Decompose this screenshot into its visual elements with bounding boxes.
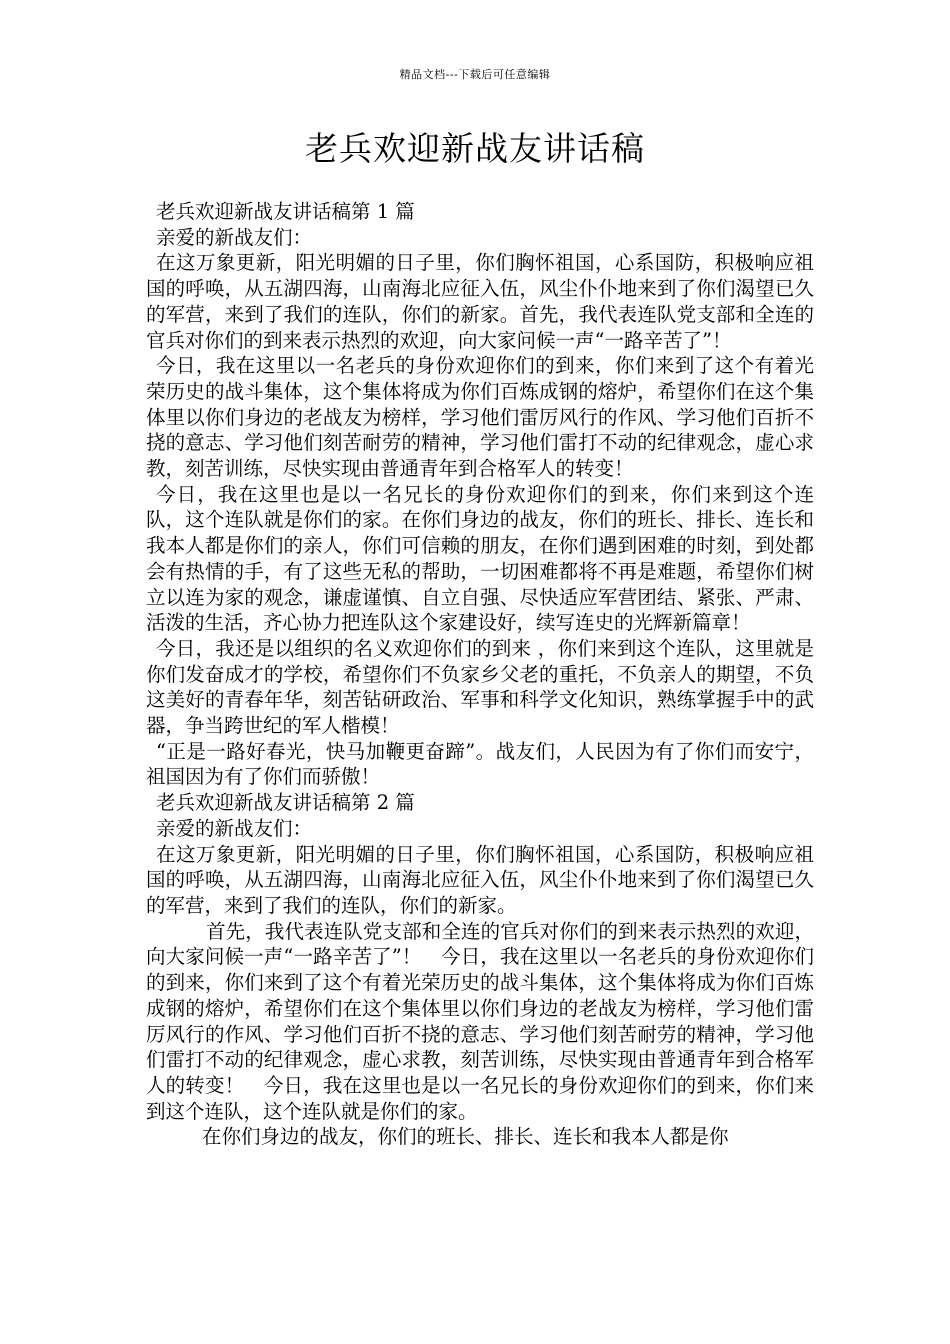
- header-note: 精品文档---下载后可任意编辑: [399, 68, 551, 81]
- paragraph: 在这万象更新，阳光明媚的日子里，你们胸怀祖国，心系国防，积极响应祖国的呼唤，从五湖四海，山南海北应征入伍，风尘仆仆地来到了你们渴望已久的军营，来到了我们的连队，你们的新家。: [146, 842, 814, 917]
- salutation-1: 亲爱的新战友们：: [156, 225, 313, 249]
- paragraph: “正是一路好春光，快马加鞭更奋蹄”。战友们，人民因为有了你们而安宁，祖国因为有了你们而骄傲！: [146, 739, 814, 789]
- paragraph: 今日，我还是以组织的名义欢迎你们的到来 ，你们来到这个连队，这里就是你们发奋成才的学校，希望你们不负家乡父老的重托，不负亲人的期望，不负这美好的青春年华，刻苦钻研政治、军事和科学文化知识，熟练掌握手中的武器，争当跨世纪的军人楷模！: [146, 636, 814, 738]
- paragraph: 在你们身边的战友，你们的班长、排长、连长和我本人都是你: [202, 1125, 729, 1149]
- section-heading-1: 老兵欢迎新战友讲话稿第 1 篇: [156, 200, 415, 223]
- document-body: [146, 199, 814, 1150]
- paragraph: 在这万象更新，阳光明媚的日子里，你们胸怀祖国，心系国防，积极响应祖国的呼唤，从五湖四海，山南海北应征入伍，风尘仆仆地来到了你们渴望已久的军营，来到了我们的连队，你们的新家。首先，我代表连队党支部和全连的官兵对你们的到来表示热烈的欢迎，向大家问候一声“一路辛苦了”！: [146, 251, 814, 352]
- section-heading-2: 老兵欢迎新战友讲话稿第 2 篇: [156, 791, 415, 815]
- document-title: 老兵欢迎新战友讲话稿: [305, 129, 645, 168]
- paragraph: 今日，我在这里也是以一名兄长的身份欢迎你们的到来，你们来到这个连队，这个连队就是你们的家。在你们身边的战友，你们的班长、排长、连长和我本人都是你们的亲人，你们可信赖的朋友，在你们遇到困难的时刻，到处都会有热情的手，有了这些无私的帮助，一切困难都将不再是难题，希望你们树立以连为家的观念，谦虚谨慎、自立自强、尽快适应军营团结、紧张、严肃、活泼的生活，齐心协力把连队这个家建设好，续写连史的光辉新篇章！: [146, 482, 814, 635]
- paragraph: 首先，我代表连队党支部和全连的官兵对你们的到来表示热烈的欢迎，向大家问候一声“一路辛苦了”！ 今日，我在这里以一名老兵的身份欢迎你们的到来，你们来到了这个有着光荣历史的战斗集体，这个集体将成为你们百炼成钢的熔炉，希望你们在这个集体里以你们身边的老战友为榜样，学习他们雷厉风行的作风、学习他们百折不挠的意志、学习他们刻苦耐劳的精神，学习他们雷打不动的纪律观念，虚心求教，刻苦训练，尽快实现由普通青年到合格军人的转变！ 今日，我在这里也是以一名兄长的身份欢迎你们的到来，你们来到这个连队，这个连队就是你们的家。: [146, 919, 814, 1123]
- paragraph: 今日，我在这里以一名老兵的身份欢迎你们的到来，你们来到了这个有着光荣历史的战斗集体，这个集体将成为你们百炼成钢的熔炉，希望你们在这个集体里以你们身边的老战友为榜样，学习他们雷厉风行的作风、学习他们百折不挠的意志、学习他们刻苦耐劳的精神，学习他们雷打不动的纪律观念，虚心求教，刻苦训练，尽快实现由普通青年到合格军人的转变！: [146, 354, 814, 481]
- salutation-2: 亲爱的新战友们：: [156, 816, 313, 840]
